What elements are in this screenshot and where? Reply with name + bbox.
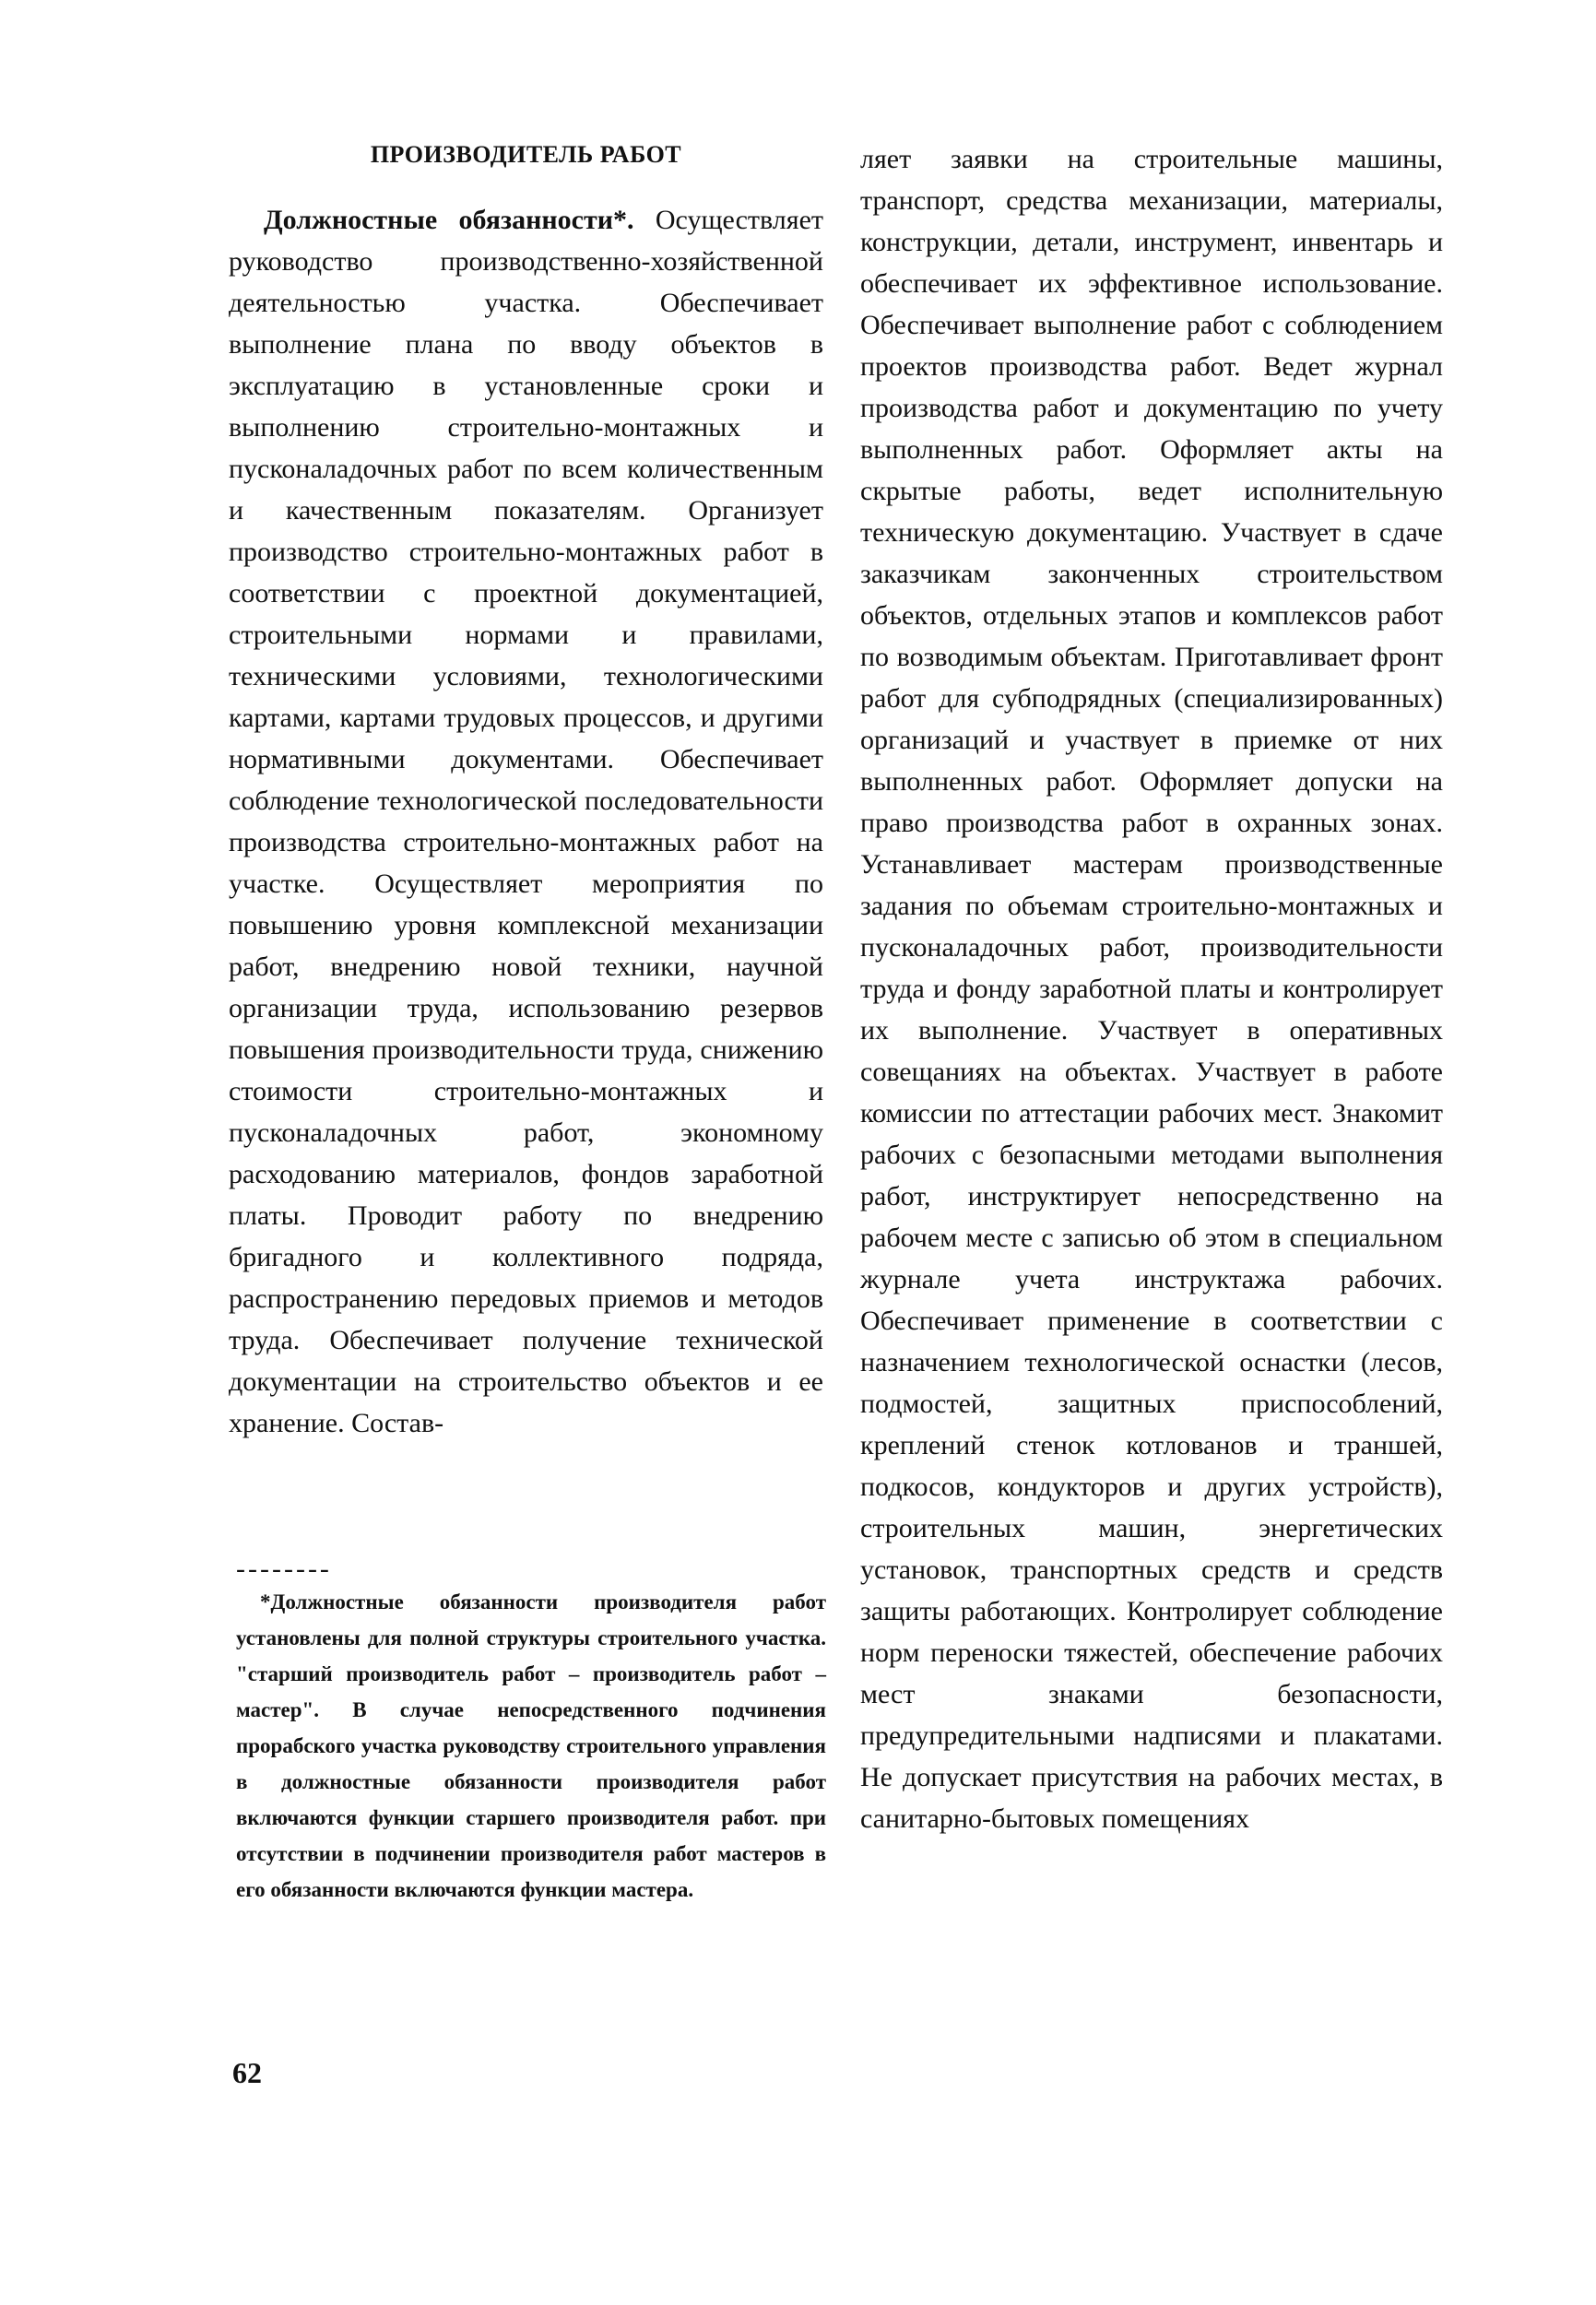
footnote-divider: -------- xyxy=(236,1554,332,1584)
left-column-text: Осуществляет руководство производственно-хозяйственной деятельностью участка. Обеспечивает выполнение плана по вводу объектов в эксплуатацию в установленные сроки и выполнению строительно-монтажных и пусконаладочных работ по всем количественным и качественным показателям. Организует производство строительно-монтажных работ в соответствии с проектной документацией, строительными нормами и правилами, техническими условиями, технологическими картами, картами трудовых процессов, и другими нормативными документами. Обеспечивает соблюдение технологической последовательности производства строительно-монтажных работ на участке. Осуществляет мероприятия по повышению уровня комплексной механизации работ, внедрению новой техники, научной организации труда, использованию резервов повышения производительности труда, снижению стоимости строительно-монтажных и пусконаладочных работ, экономному расходованию материалов, фондов заработной платы. Проводит работу по внедрению бригадного и коллективного подряда, распространению передовых приемов и методов труда. Обеспечивает получение технической документации на строительство объектов и ее хранение. Состав- xyxy=(229,205,823,1438)
page-title: ПРОИЗВОДИТЕЛЬ РАБОТ xyxy=(370,141,682,168)
page-number: 62 xyxy=(232,2056,262,2089)
footnote xyxy=(236,1584,826,1908)
left-column xyxy=(229,138,823,1444)
main-paragraph xyxy=(229,199,823,1444)
right-column-text: ляет заявки на строительные машины, транспорт, средства механизации, материалы, конструкции, детали, инструмент, инвентарь и обеспечивает их эффективное использование. Обеспечивает выполнение работ с соблюдением проектов производства работ. Ведет журнал производства работ и документацию по учету выполненных работ. Оформляет акты на скрытые работы, ведет исполнительную техническую документацию. Участвует в сдаче заказчикам законченных строительством объектов, отдельных этапов и комплексов работ по возводимым объектам. Приготавливает фронт работ для субподрядных (специализированных) организаций и участвует в приемке от них выполненных работ. Оформляет допуски на право производства работ в охранных зонах. Устанавливает мастерам производственные задания по объемам строительно-монтажных и пусконаладочных работ, производительности труда и фонду заработной платы и контролирует их выполнение. Участвует в оперативных совещаниях на объектах. Участвует в работе комиссии по аттестации рабочих мест. Знакомит рабочих с безопасными методами выполнения работ, инструктирует непосредственно на рабочем месте с записью об этом в специальном журнале учета инструктажа рабочих. Обеспечивает применение в соответствии с назначением технологической оснастки (лесов, подмостей, защитных приспособлений, креплений стенок котлованов и траншей, подкосов, кондукторов и других устройств), строительных машин, энергетических установок, транспортных средств и средств защиты работающих. Контролирует соблюдение норм переноски тяжестей, обеспечение рабочих мест знаками безопасности, предупредительными надписями и плакатами. Не допускает присутствия на рабочих местах, в санитарно-бытовых помещениях xyxy=(860,144,1443,1834)
duties-heading: Должностные обязанности*. xyxy=(264,205,634,235)
right-column xyxy=(860,138,1443,1839)
footnote-text: *Должностные обязанности производителя работ установлены для полной структуры строительного участка. "старший производитель работ – производитель работ – мастер". В случае непосредственного подчинения прорабского участка руководству строительного управления в должностные обязанности производителя работ включаются функции старшего производителя работ. при отсутствии в подчинении производителя работ мастеров в его обязанности включаются функции мастера. xyxy=(236,1590,826,1901)
